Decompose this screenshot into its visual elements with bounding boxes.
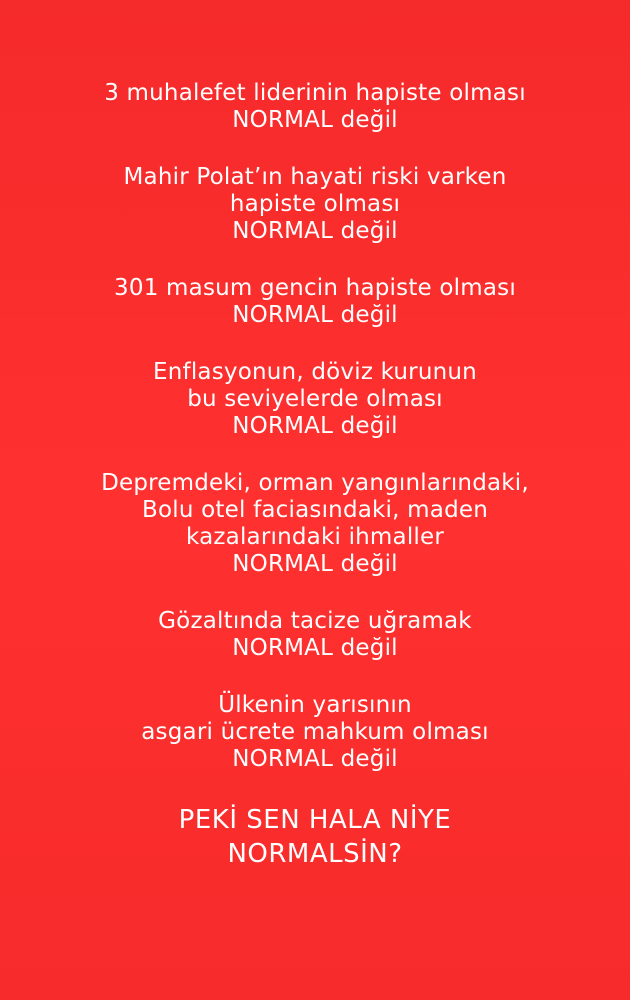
normal-degil-line: NORMAL değil xyxy=(232,746,398,772)
stanza-disasters xyxy=(0,470,630,578)
stanza-inflation xyxy=(0,359,630,440)
stanza-young-people xyxy=(0,275,630,329)
final-question-line: NORMALSİN? xyxy=(227,839,403,869)
normal-degil-line: NORMAL değil xyxy=(232,635,398,661)
stanza-line: bu seviyelerde olması xyxy=(187,386,443,412)
normal-degil-line: NORMAL değil xyxy=(232,302,398,328)
stanza-line: Enflasyonun, döviz kurunun xyxy=(153,359,477,385)
stanza-line: kazalarındaki ihmaller xyxy=(185,524,445,550)
final-question xyxy=(0,803,630,871)
stanza-line: Mahir Polat’ın hayati riski varken xyxy=(123,164,507,190)
poster-text xyxy=(0,80,630,901)
stanza-line: 3 muhalefet liderinin hapiste olması xyxy=(104,80,526,106)
stanza-opposition-leaders xyxy=(0,80,630,134)
stanza-line: Bolu otel faciasındaki, maden xyxy=(142,497,488,523)
normal-degil-line: NORMAL değil xyxy=(232,107,398,133)
normal-degil-line: NORMAL değil xyxy=(232,218,398,244)
stanza-line: Gözaltında tacize uğramak xyxy=(158,608,472,634)
stanza-minimum-wage xyxy=(0,692,630,773)
final-question-line: PEKİ SEN HALA NİYE xyxy=(178,805,452,835)
stanza-line: Depremdeki, orman yangınlarındaki, xyxy=(101,470,529,496)
stanza-mahir-polat xyxy=(0,164,630,245)
stanza-line: Ülkenin yarısının xyxy=(218,692,412,718)
normal-degil-line: NORMAL değil xyxy=(232,413,398,439)
stanza-line: 301 masum gencin hapiste olması xyxy=(114,275,516,301)
normal-degil-line: NORMAL değil xyxy=(232,551,398,577)
stanza-line: asgari ücrete mahkum olması xyxy=(141,719,489,745)
stanza-custody xyxy=(0,608,630,662)
stanza-line: hapiste olması xyxy=(229,191,401,217)
